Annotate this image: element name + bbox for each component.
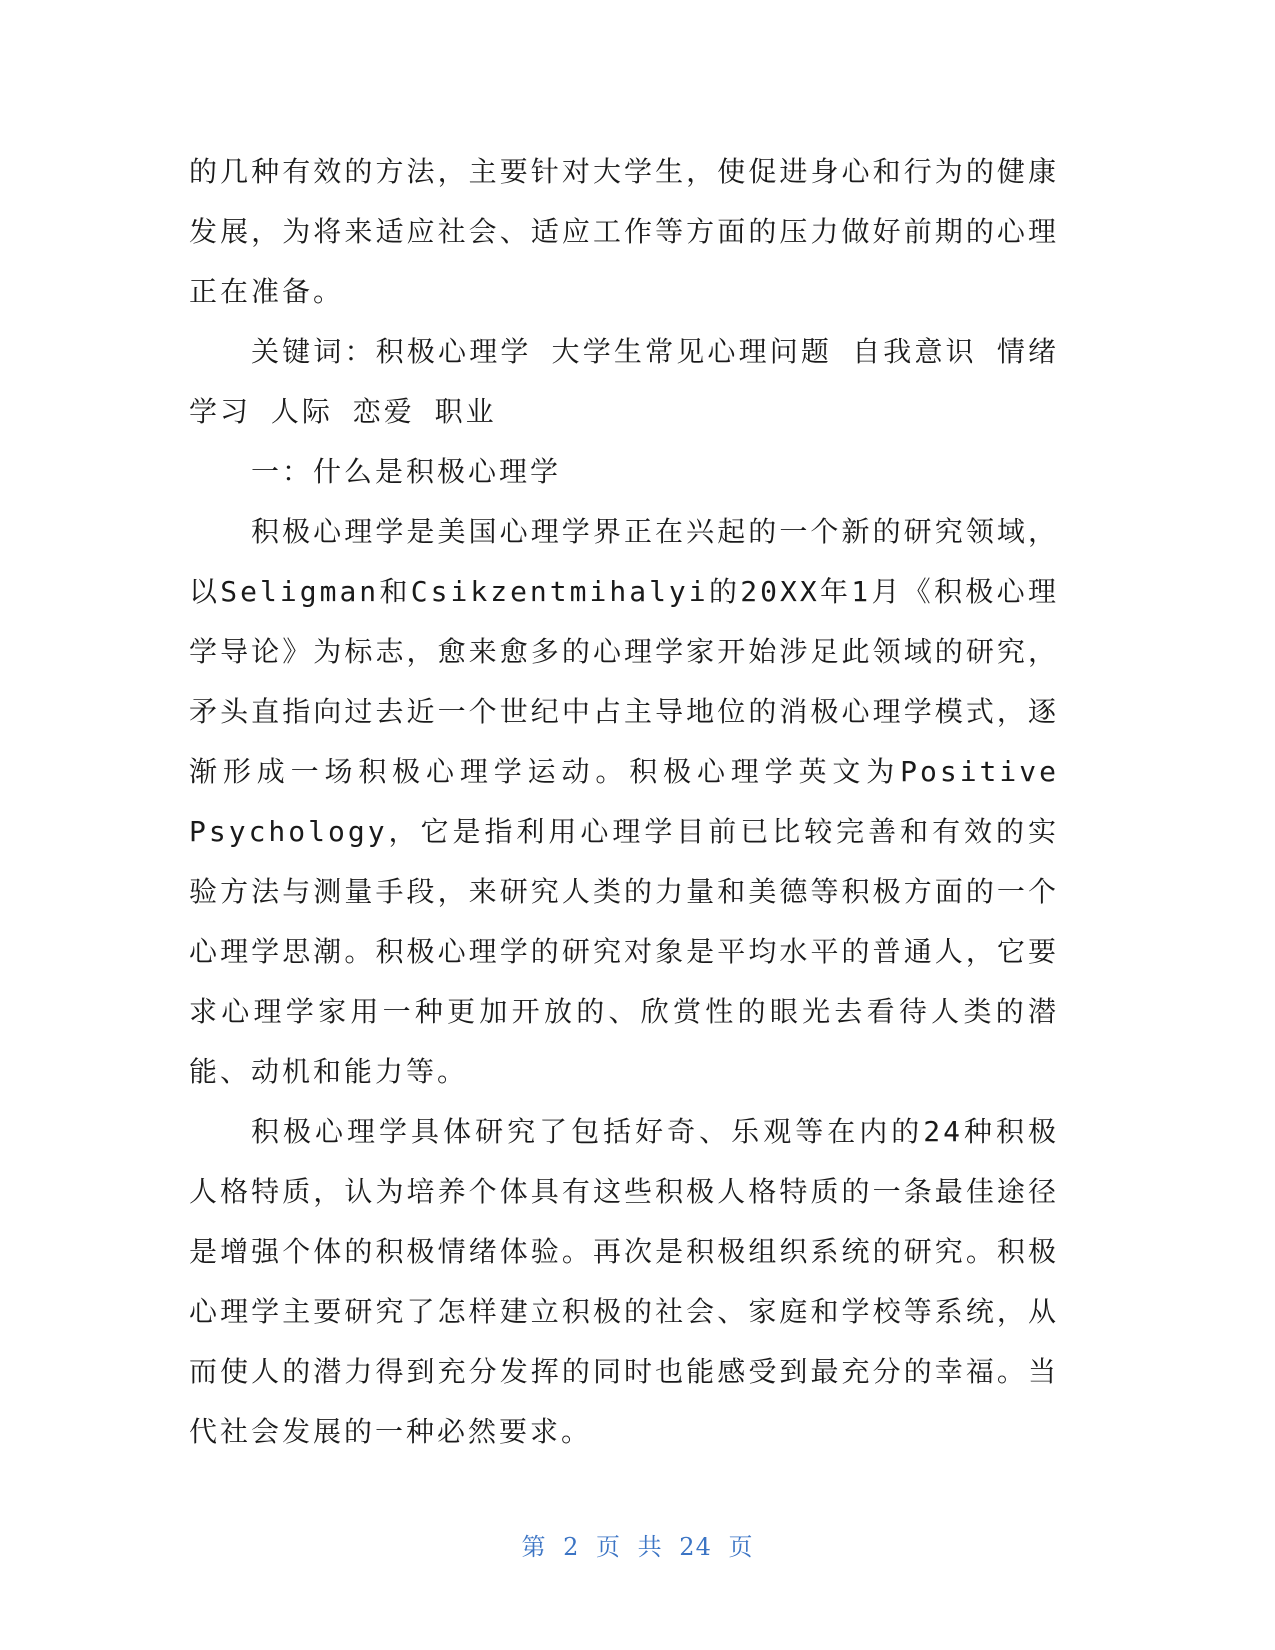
page-footer: 第 2 页 共 24 页	[521, 1533, 754, 1561]
paragraph-positive-traits: 积极心理学具体研究了包括好奇、乐观等在内的24种积极人格特质，认为培养个体具有这些积极人格特质的一条最佳途径是增强个体的积极情绪体验。再次是积极组织系统的研究。积极心理学主要研究了怎样建立积极的社会、家庭和学校等系统，从而使人的潜力得到充分发挥的同时也能感受到最充分的幸福。当代社会发展的一种必然要求。	[189, 1115, 1059, 1448]
paragraph-positive-psychology-definition: 积极心理学是美国心理学界正在兴起的一个新的研究领域，以Seligman和Csikzentmihalyi的20XX年1月《积极心理学导论》为标志，愈来愈多的心理学家开始涉足此领域的研究，矛头直指向过去近一个世纪中占主导地位的消极心理学模式，逐渐形成一场积极心理学运动。积极心理学英文为Positive Psychology，它是指利用心理学目前已比较完善和有效的实验方法与测量手段，来研究人类的力量和美德等积极方面的一个心理学思潮。积极心理学的研究对象是平均水平的普通人，它要求心理学家用一种更加开放的、欣赏性的眼光去看待人类的潜能、动机和能力等。	[189, 515, 1059, 1088]
paragraph-intro-continuation: 的几种有效的方法，主要针对大学生，使促进身心和行为的健康发展，为将来适应社会、适应工作等方面的压力做好前期的心理正在准备。	[189, 155, 1059, 308]
section-heading-1: 一：什么是积极心理学	[251, 455, 562, 488]
document-body	[189, 142, 1059, 1462]
paragraph-keywords: 关键词：积极心理学 大学生常见心理问题 自我意识 情绪 学习 人际 恋爱 职业	[189, 335, 1059, 428]
